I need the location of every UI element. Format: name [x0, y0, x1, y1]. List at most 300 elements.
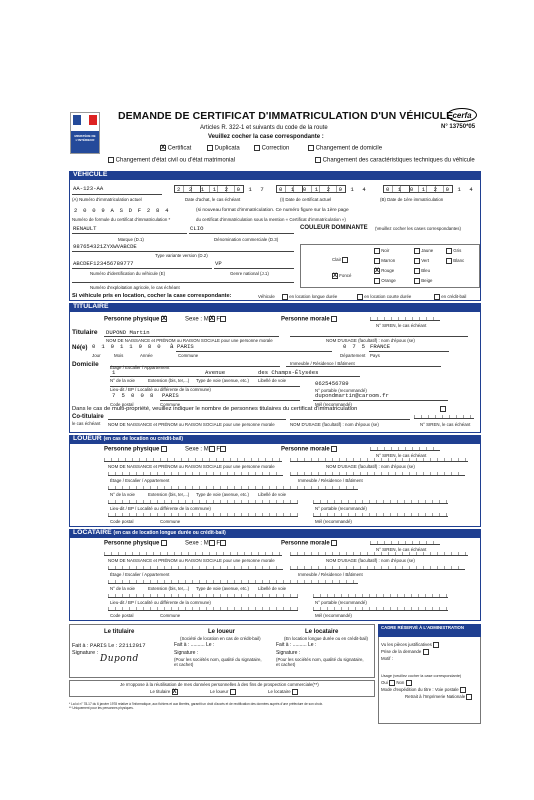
- marron-checkbox[interactable]: [374, 258, 380, 264]
- form-instruction: Veuillez cocher la case correspondante :: [208, 134, 324, 140]
- consent-loueur-label: Le loueur: [210, 689, 229, 695]
- fait-a-label: Fait à :: [72, 643, 89, 649]
- sig-loueur-title: Le loueur: [208, 629, 236, 635]
- admin-prise-label: Prise de la demande: [381, 649, 422, 655]
- admin-oui-checkbox[interactable]: [389, 680, 395, 686]
- correction-label: Correction: [261, 145, 290, 152]
- ministry-logo: [70, 112, 100, 154]
- genre-label: Genre national (J.1): [230, 271, 269, 276]
- domicile-label: Domicile: [72, 361, 99, 368]
- email-value[interactable]: dupondmartin@caroom.fr: [315, 392, 389, 399]
- consent-locataire-label: Le locataire: [268, 689, 291, 695]
- admin-mode: [381, 687, 466, 693]
- duplicata-checkbox[interactable]: [207, 145, 213, 151]
- option-etat-civil[interactable]: [108, 157, 235, 164]
- libelle-voie-value[interactable]: des Champs-Élysées: [258, 369, 319, 376]
- locataire-m-checkbox[interactable]: [209, 540, 215, 546]
- loueur-title: LOUEUR: [73, 435, 102, 442]
- locataire-signature-label: Signature :: [276, 650, 301, 656]
- consent-locataire: [268, 689, 298, 695]
- loueur-sexe-label: Sexe :: [185, 446, 203, 453]
- locataire-etage-field[interactable]: [108, 566, 283, 570]
- cotitulaire-label: Co-titulaire: [72, 414, 104, 420]
- rouge-label: Rouge: [381, 268, 395, 274]
- type-voie-value[interactable]: Avenue: [205, 369, 226, 376]
- noir-label: Noir: [381, 248, 390, 254]
- gris-label: Gris: [453, 248, 462, 254]
- immeuble-label: Immeuble / Résidence / Bâtiment: [290, 361, 355, 366]
- ne-label: Né(e): [72, 344, 88, 351]
- libelle-voie-label: Libellé de voie: [258, 378, 287, 383]
- loc-credit-checkbox[interactable]: [434, 294, 440, 300]
- admin-non-label: Non: [396, 680, 405, 686]
- no-voie-value[interactable]: 1: [112, 369, 116, 376]
- mel-label: Mél (recommandé): [315, 402, 352, 407]
- locataire-f-label: F: [216, 540, 221, 547]
- locataire-m-label: M: [203, 540, 209, 547]
- loueur-fait-row: Fait à : .......... Le :: [174, 642, 215, 648]
- admin-postale-label: Voie postale: [434, 687, 459, 693]
- date-first-label: (B) Date de 1ère immatriculation: [380, 197, 444, 202]
- duplicata-label: Duplicata: [214, 145, 240, 152]
- fonce-option[interactable]: [332, 273, 351, 279]
- color-blanc[interactable]: [446, 258, 464, 264]
- loueur-etage-field[interactable]: [108, 472, 283, 476]
- blanc-checkbox[interactable]: [446, 258, 452, 264]
- ville-value[interactable]: PARIS: [162, 392, 179, 399]
- color-marron[interactable]: [374, 258, 395, 264]
- consent-loueur-checkbox[interactable]: [230, 689, 236, 695]
- cotit-usage-line: [290, 419, 410, 420]
- loc-vehicule-label: Véhicule: [258, 294, 275, 299]
- cp-value[interactable]: 7 5 0 0 8: [112, 392, 155, 399]
- cotitulaire-note: le cas échéant: [72, 421, 101, 426]
- admin-prise-checkbox[interactable]: [423, 649, 429, 655]
- locataire-lieu-dit-label: Lieu-dit / BP / Localité ou différente de la commune): [110, 600, 211, 605]
- morale-label: Personne morale: [281, 316, 330, 323]
- loueur-f-label: F: [216, 446, 221, 453]
- sexe-label: Sexe :: [185, 316, 203, 323]
- pays-value[interactable]: FRANCE: [370, 343, 391, 350]
- locataire-sub: (En location longue durée ou en crédit-bail): [284, 636, 368, 641]
- loueur-cp-label: Code postal: [110, 519, 134, 524]
- sig-titulaire-title: Le titulaire: [104, 629, 135, 635]
- variante-value[interactable]: 987654321ZYXWVABCDE: [73, 243, 137, 250]
- loueur-m-checkbox[interactable]: [209, 446, 215, 452]
- admin-pieces-checkbox[interactable]: [433, 642, 439, 648]
- sexe-m-label: M: [203, 316, 209, 323]
- couleur-title: COULEUR DOMINANTE: [300, 225, 368, 231]
- variante-label: Type variante version (D.2): [155, 253, 208, 258]
- admin-non-checkbox[interactable]: [406, 680, 412, 686]
- color-vert[interactable]: [414, 258, 429, 264]
- immat-line: [72, 194, 162, 195]
- admin-pieces: [381, 642, 439, 648]
- consent-titulaire-checkbox[interactable]: X: [172, 689, 177, 695]
- agricole-label: Numéro d'exploitation agricole, le cas échéant: [90, 285, 180, 290]
- cerfa-number: N° 13750*05: [441, 124, 476, 130]
- loueur-nom-field[interactable]: [104, 458, 282, 462]
- locataire-siren-field[interactable]: [370, 541, 440, 545]
- sexe-group: [185, 316, 226, 323]
- marque-value[interactable]: RENAULT: [73, 225, 97, 232]
- email-line: [313, 400, 448, 401]
- footnote-2: ** Uniquement pour les personnes physiques.: [69, 706, 134, 710]
- orange-checkbox[interactable]: [374, 278, 380, 284]
- morale-option[interactable]: [281, 316, 337, 323]
- sexe-m-checkbox[interactable]: X: [209, 316, 214, 322]
- loueur-sexe: [185, 446, 226, 453]
- multi-count-box[interactable]: [440, 406, 446, 412]
- location-question: Si véhicule pris en location, cocher la case correspondante:: [72, 293, 232, 299]
- locataire-physique-checkbox[interactable]: [161, 540, 167, 546]
- jour-label: Jour: [92, 353, 101, 358]
- color-noir[interactable]: [374, 248, 389, 254]
- no-voie-label: N° de la voie: [110, 378, 135, 383]
- marron-label: Marron: [381, 258, 396, 264]
- option-correction[interactable]: [254, 145, 289, 152]
- physique-checkbox[interactable]: X: [162, 316, 167, 322]
- loueur-voie-field[interactable]: [108, 486, 358, 490]
- admin-prise: [381, 649, 429, 655]
- tel-value[interactable]: 0625456789: [315, 380, 349, 387]
- pays-line: [369, 351, 449, 352]
- formule-note2: du certificat d'immatriculation sous la mention « Certificat d'immatriculation »): [196, 217, 346, 222]
- loueur-type-label: Type de voie (avenue, etc.): [196, 492, 249, 497]
- marque-label: Marque (D.1): [118, 237, 144, 242]
- ext-label: Extension (bis, ter,...): [148, 378, 190, 383]
- physique-option[interactable]: [104, 316, 167, 323]
- nom-label: NOM DE NAISSANCE et PRÉNOM ou RAISON SOCIALE pour une personne morale: [106, 338, 273, 343]
- loueur-usage-field[interactable]: [290, 458, 468, 462]
- loueur-no-label: N° de la voie: [110, 492, 135, 497]
- etage-label: Étage / Escalier / Appartement: [110, 365, 170, 370]
- formule-label: Numéro de formule du certificat d'immatriculation *: [72, 217, 171, 222]
- loueur-lieu-dit-label: Lieu-dit / BP / Localité ou différente de la commune): [110, 506, 211, 511]
- caracteristiques-label: Changement des caractéristiques techniques du véhicule: [322, 157, 475, 164]
- fonce-label: Foncé: [339, 273, 352, 279]
- admin-retrait: [405, 694, 472, 700]
- correction-checkbox[interactable]: [254, 145, 260, 151]
- locataire-title: LOCATAIRE: [73, 529, 112, 536]
- ville-line: [160, 400, 300, 401]
- vin-line: [72, 268, 212, 269]
- locataire-no-label: N° de la voie: [110, 586, 135, 591]
- loc-courte[interactable]: [357, 294, 411, 300]
- ministry-name: MINISTÈRE DE L'INTÉRIEUR: [71, 131, 99, 153]
- genre-value[interactable]: VP: [215, 260, 222, 267]
- admin-usage: Usage (veuillez cocher la case correspondante): [381, 674, 462, 678]
- jaune-checkbox[interactable]: [414, 248, 420, 254]
- bleu-checkbox[interactable]: [414, 268, 420, 274]
- loueur-siren-field[interactable]: [370, 447, 440, 451]
- loueur-portable-label: N° portable (recommandé): [315, 506, 367, 511]
- loueur-physique-checkbox[interactable]: [161, 446, 167, 452]
- clair-label: Clair: [332, 257, 342, 263]
- date-certificat[interactable]: 0 1 0 1 2 0 1 4: [276, 185, 346, 193]
- a-label: à: [170, 344, 174, 350]
- fait-a-row: [72, 642, 146, 649]
- loueur-fait-label: Fait à :: [174, 642, 190, 648]
- caracteristiques-checkbox[interactable]: [315, 157, 321, 163]
- option-domicile[interactable]: [308, 145, 382, 152]
- loueur-etage-label: Étage / Escalier / Appartement: [110, 478, 170, 483]
- cotit-nom-line: [108, 419, 286, 420]
- locataire-physique-label: Personne physique: [104, 540, 160, 547]
- loueur-note: (en cas de location ou crédit-bail): [103, 436, 184, 442]
- admin-retrait-label: Retrait à l'Imprimerie Nationale: [405, 694, 466, 700]
- locataire-commune-label: Commune: [160, 613, 181, 618]
- immeuble-line: [286, 366, 441, 367]
- jaune-label: Jaune: [421, 248, 434, 254]
- couleur-note: (Veuillez cocher les cases correspondantes): [375, 226, 461, 231]
- denom-label: Dénomination commerciale (D.3): [214, 237, 279, 242]
- loueur-libelle-label: Libellé de voie: [258, 492, 287, 497]
- usage-label: NOM D'USAGE (facultatif) : nom d'époux (se): [326, 338, 415, 343]
- locataire-immeuble-label: Immeuble / Résidence / Bâtiment: [298, 572, 363, 577]
- consent-titulaire: [150, 689, 178, 695]
- loueur-siren-label: N° SIREN, le cas échéant: [376, 453, 427, 458]
- sig-locataire-title: Le locataire: [305, 629, 339, 635]
- formule-value[interactable]: 2 0 0 9 A S D F 2 8 4: [74, 207, 170, 214]
- mois-label: Mois: [114, 353, 124, 358]
- cp-label: Code postal: [110, 402, 134, 407]
- loueur-sub: (Société de location en cas de crédit-bail): [180, 636, 261, 641]
- loueur-lieu-dit-field[interactable]: [108, 500, 298, 504]
- titulaire-nom[interactable]: DUPOND Martin: [106, 329, 150, 336]
- section-titulaire: TITULAIRE: [69, 303, 481, 311]
- siren-label: N° SIREN, le cas échéant: [376, 323, 427, 328]
- consent-text: Je m'oppose à la réutilisation de mes données personnelles à des fins de prospection commerciale(**): [120, 682, 319, 687]
- locataire-type-label: Type de voie (avenue, etc.): [196, 586, 249, 591]
- option-certificat[interactable]: [160, 145, 191, 152]
- marque-line: [72, 233, 187, 234]
- loueur-usage-label: NOM D'USAGE (facultatif) : nom d'époux (se): [326, 464, 415, 469]
- loueur-signature-label: Signature :: [174, 650, 199, 656]
- etat-civil-checkbox[interactable]: [108, 157, 114, 163]
- gris-checkbox[interactable]: [446, 248, 452, 254]
- loueur-societe-note: (Pour les sociétés nom, qualité du signataire, et cachet): [174, 657, 262, 667]
- color-beige[interactable]: [414, 278, 432, 284]
- fonce-checkbox[interactable]: X: [333, 273, 338, 279]
- beige-label: Beige: [421, 278, 433, 284]
- lieu-dit-line: [110, 386, 300, 387]
- admin-pieces-label: Vu les pièces justificatives: [381, 642, 432, 648]
- lieu-line: [176, 351, 332, 352]
- footnote-1: * La loi n° 78-17 du 6 janvier 1978 relative à l'informatique, aux fichiers et aux libertés, garantit un droit d'accès et de rectification des données auprès d'une préfecture de son choix.: [69, 702, 324, 706]
- color-gris[interactable]: [446, 248, 461, 254]
- pays-label: Pays: [370, 353, 380, 358]
- rouge-checkbox[interactable]: X: [375, 268, 380, 274]
- certificat-checkbox[interactable]: X: [161, 145, 166, 151]
- locataire-sexe-label: Sexe :: [185, 540, 203, 547]
- loueur-morale-checkbox[interactable]: [331, 446, 337, 452]
- loueur-le-label: Le :: [205, 642, 215, 648]
- loc-longue[interactable]: [282, 294, 337, 300]
- option-duplicata[interactable]: [207, 145, 240, 152]
- section-locataire: [69, 529, 481, 537]
- locataire-morale-checkbox[interactable]: [331, 540, 337, 546]
- genre-line: [214, 268, 294, 269]
- locataire-usage-label: NOM D'USAGE (facultatif) : nom d'époux (se): [326, 558, 415, 563]
- section-vehicule: VÉHICULE: [69, 171, 481, 179]
- multi-propriete: Dans le cas de multi-propriété, veuillez indiquer le nombre de personnes titulaires du certificat d'immatriculation: [72, 406, 358, 412]
- locataire-physique[interactable]: [104, 540, 167, 547]
- loueur-mel-field[interactable]: [313, 513, 448, 517]
- agricole-line: [72, 282, 294, 283]
- signature-label: Signature :: [72, 650, 99, 656]
- denom-line: [189, 233, 294, 234]
- form-title: DEMANDE DE CERTIFICAT D'IMMATRICULATION D'UN VÉHICULE: [118, 110, 454, 122]
- cotit-siren-field[interactable]: [414, 415, 474, 419]
- admin-mode-label: Mode d'expédition du titre :: [381, 687, 434, 693]
- locataire-voie-field[interactable]: [108, 580, 358, 584]
- loueur-cp-field[interactable]: [108, 513, 298, 517]
- locataire-nom-field[interactable]: [104, 552, 282, 556]
- loueur-morale[interactable]: [281, 446, 337, 453]
- color-orange[interactable]: [374, 278, 396, 284]
- admin-title: CADRE RÉSERVÉ À L'ADMINISTRATION: [378, 624, 481, 637]
- departement-value[interactable]: 0 7 5: [343, 343, 367, 350]
- clair-checkbox[interactable]: [342, 257, 348, 263]
- vert-label: Vert: [421, 258, 430, 264]
- loc-longue-label: en location longue durée: [289, 294, 338, 300]
- voie-line: [110, 376, 360, 377]
- sexe-f-checkbox[interactable]: [220, 316, 226, 322]
- admin-oui-label: Oui: [381, 680, 388, 686]
- domicile-label: Changement de domicile: [315, 145, 383, 152]
- loc-credit[interactable]: [434, 294, 466, 300]
- locataire-le-label: Le :: [307, 642, 317, 648]
- physique-label: Personne physique: [104, 316, 160, 323]
- le-label: Le :: [108, 643, 118, 649]
- lieu-naissance[interactable]: PARIS: [177, 343, 194, 350]
- clair-option[interactable]: [332, 257, 348, 263]
- locataire-nom-label: NOM DE NAISSANCE et PRÉNOM ou RAISON SOCIALE pour une personne morale: [108, 558, 275, 563]
- loueur-ext-label: Extension (bis, ter,...): [148, 492, 190, 497]
- form-subtitle: Articles R. 322-1 et suivants du code de la route: [200, 125, 328, 131]
- locataire-cp-field[interactable]: [108, 607, 298, 611]
- admin-postale-checkbox[interactable]: [460, 687, 466, 693]
- lieu-dit-label: Lieu-dit / BP / Localité ou différente de la commune): [110, 387, 211, 392]
- locataire-fait-row: Fait à : .......... Le :: [276, 642, 317, 648]
- loc-courte-label: en location courte durée: [364, 294, 412, 300]
- consent-titulaire-label: Le titulaire: [150, 689, 171, 695]
- loueur-immeuble-field[interactable]: [290, 472, 465, 476]
- locataire-etage-label: Étage / Escalier / Appartement: [110, 572, 170, 577]
- certificat-label: Certificat: [167, 145, 192, 152]
- usage-line: [290, 336, 468, 337]
- noir-checkbox[interactable]: [374, 248, 380, 254]
- locataire-morale-label: Personne morale: [281, 540, 330, 547]
- section-loueur: [69, 435, 481, 443]
- loueur-f-checkbox[interactable]: [220, 446, 226, 452]
- color-bleu[interactable]: [414, 268, 430, 274]
- loc-credit-label: en crédit-bail: [441, 294, 467, 300]
- locataire-lieu-dit-field[interactable]: [108, 594, 298, 598]
- le-value[interactable]: 22112017: [118, 642, 146, 649]
- loueur-immeuble-label: Immeuble / Résidence / Bâtiment: [298, 478, 363, 483]
- loueur-portable-field[interactable]: [313, 500, 448, 504]
- loueur-physique-label: Personne physique: [104, 446, 160, 453]
- departement-label: Département: [340, 353, 366, 358]
- denom-value[interactable]: CLIO: [190, 225, 204, 232]
- vin-value[interactable]: ABCDEF123456789777: [73, 260, 134, 267]
- locataire-mel-label: Mél (recommandé): [315, 613, 352, 618]
- annee-label: Année: [140, 353, 153, 358]
- loc-longue-checkbox[interactable]: [282, 294, 288, 300]
- date-achat-label: Date d'achat, le cas échéant: [185, 197, 241, 202]
- formule-note: (si nouveau format d'immatriculation. Ce numéro figure sur la 1ère page: [196, 208, 349, 213]
- cotit-usage-label: NOM D'USAGE (facultatif) : nom d'époux (se): [290, 422, 379, 427]
- cerfa-logo: cerfa: [447, 108, 477, 122]
- locataire-f-checkbox[interactable]: [220, 540, 226, 546]
- locataire-siren-label: N° SIREN, le cas échéant: [376, 547, 427, 552]
- locataire-immeuble-field[interactable]: [290, 566, 465, 570]
- commune-label: Commune: [160, 402, 181, 407]
- locataire-cp-label: Code postal: [110, 613, 134, 618]
- vin-label: Numéro d'identification du véhicule (E): [90, 271, 166, 276]
- consent-loueur: [210, 689, 236, 695]
- option-caracteristiques[interactable]: [315, 157, 475, 164]
- cotit-siren-label: N° SIREN, le cas échéant: [420, 422, 471, 427]
- locataire-usage-field[interactable]: [290, 552, 468, 556]
- locataire-sexe: [185, 540, 226, 547]
- loueur-m-label: M: [203, 446, 209, 453]
- portable-label: N° portable (recommandé): [315, 388, 367, 393]
- locataire-societe-note: (Pour les sociétés nom, qualité du signataire, et cachet): [276, 657, 364, 667]
- locataire-fait-label: Fait à :: [276, 642, 292, 648]
- siren-field[interactable]: [370, 317, 440, 321]
- variante-line: [72, 251, 294, 252]
- morale-checkbox[interactable]: [331, 316, 337, 322]
- admin-retrait-checkbox[interactable]: [466, 694, 472, 700]
- locataire-portable-label: N° portable (recommandé): [315, 600, 367, 605]
- consent-locataire-checkbox[interactable]: [292, 689, 298, 695]
- date-naissance[interactable]: 0 1 0 1 1 9 8 0: [92, 343, 162, 350]
- admin-motif: Motif :: [381, 656, 393, 661]
- locataire-ext-label: Extension (bis, ter,...): [148, 586, 190, 591]
- loueur-mel-label: Mél (recommandé): [315, 519, 352, 524]
- vert-checkbox[interactable]: [414, 258, 420, 264]
- beige-checkbox[interactable]: [414, 278, 420, 284]
- locataire-portable-field[interactable]: [313, 594, 448, 598]
- type-voie-label: Type de voie (avenue, etc.): [196, 378, 249, 383]
- admin-oui-non: [381, 680, 412, 686]
- color-rouge[interactable]: [374, 268, 394, 274]
- immat-label: (A) Numéro d'immatriculation actuel: [72, 197, 142, 202]
- domicile-checkbox[interactable]: [308, 145, 314, 151]
- titulaire-label: Titulaire: [72, 329, 98, 336]
- commune-birth-label: Commune: [178, 353, 199, 358]
- fait-a-value[interactable]: PARIS: [89, 642, 107, 649]
- color-jaune[interactable]: [414, 248, 433, 254]
- flag-icon: [73, 115, 97, 125]
- immat-value[interactable]: AA-123-AA: [73, 185, 104, 192]
- etat-civil-label: Changement d'état civil ou d'état matrimonial: [115, 157, 236, 164]
- locataire-mel-field[interactable]: [313, 607, 448, 611]
- titulaire-signature: Dupond: [100, 654, 139, 664]
- loueur-physique[interactable]: [104, 446, 167, 453]
- cotit-nom-label: NOM DE NAISSANCE et PRÉNOM ou RAISON SOCIALE pour une personne morale: [108, 422, 275, 427]
- sexe-f-label: F: [216, 316, 221, 323]
- loueur-nom-label: NOM DE NAISSANCE et PRÉNOM ou RAISON SOCIALE pour une personne morale: [108, 464, 275, 469]
- loc-courte-checkbox[interactable]: [357, 294, 363, 300]
- date-first[interactable]: 0 1 0 1 2 0 1 4: [383, 185, 453, 193]
- date-achat[interactable]: 2 2 1 1 2 0 1 7: [174, 185, 244, 193]
- orange-label: Orange: [381, 278, 396, 284]
- locataire-morale[interactable]: [281, 540, 337, 547]
